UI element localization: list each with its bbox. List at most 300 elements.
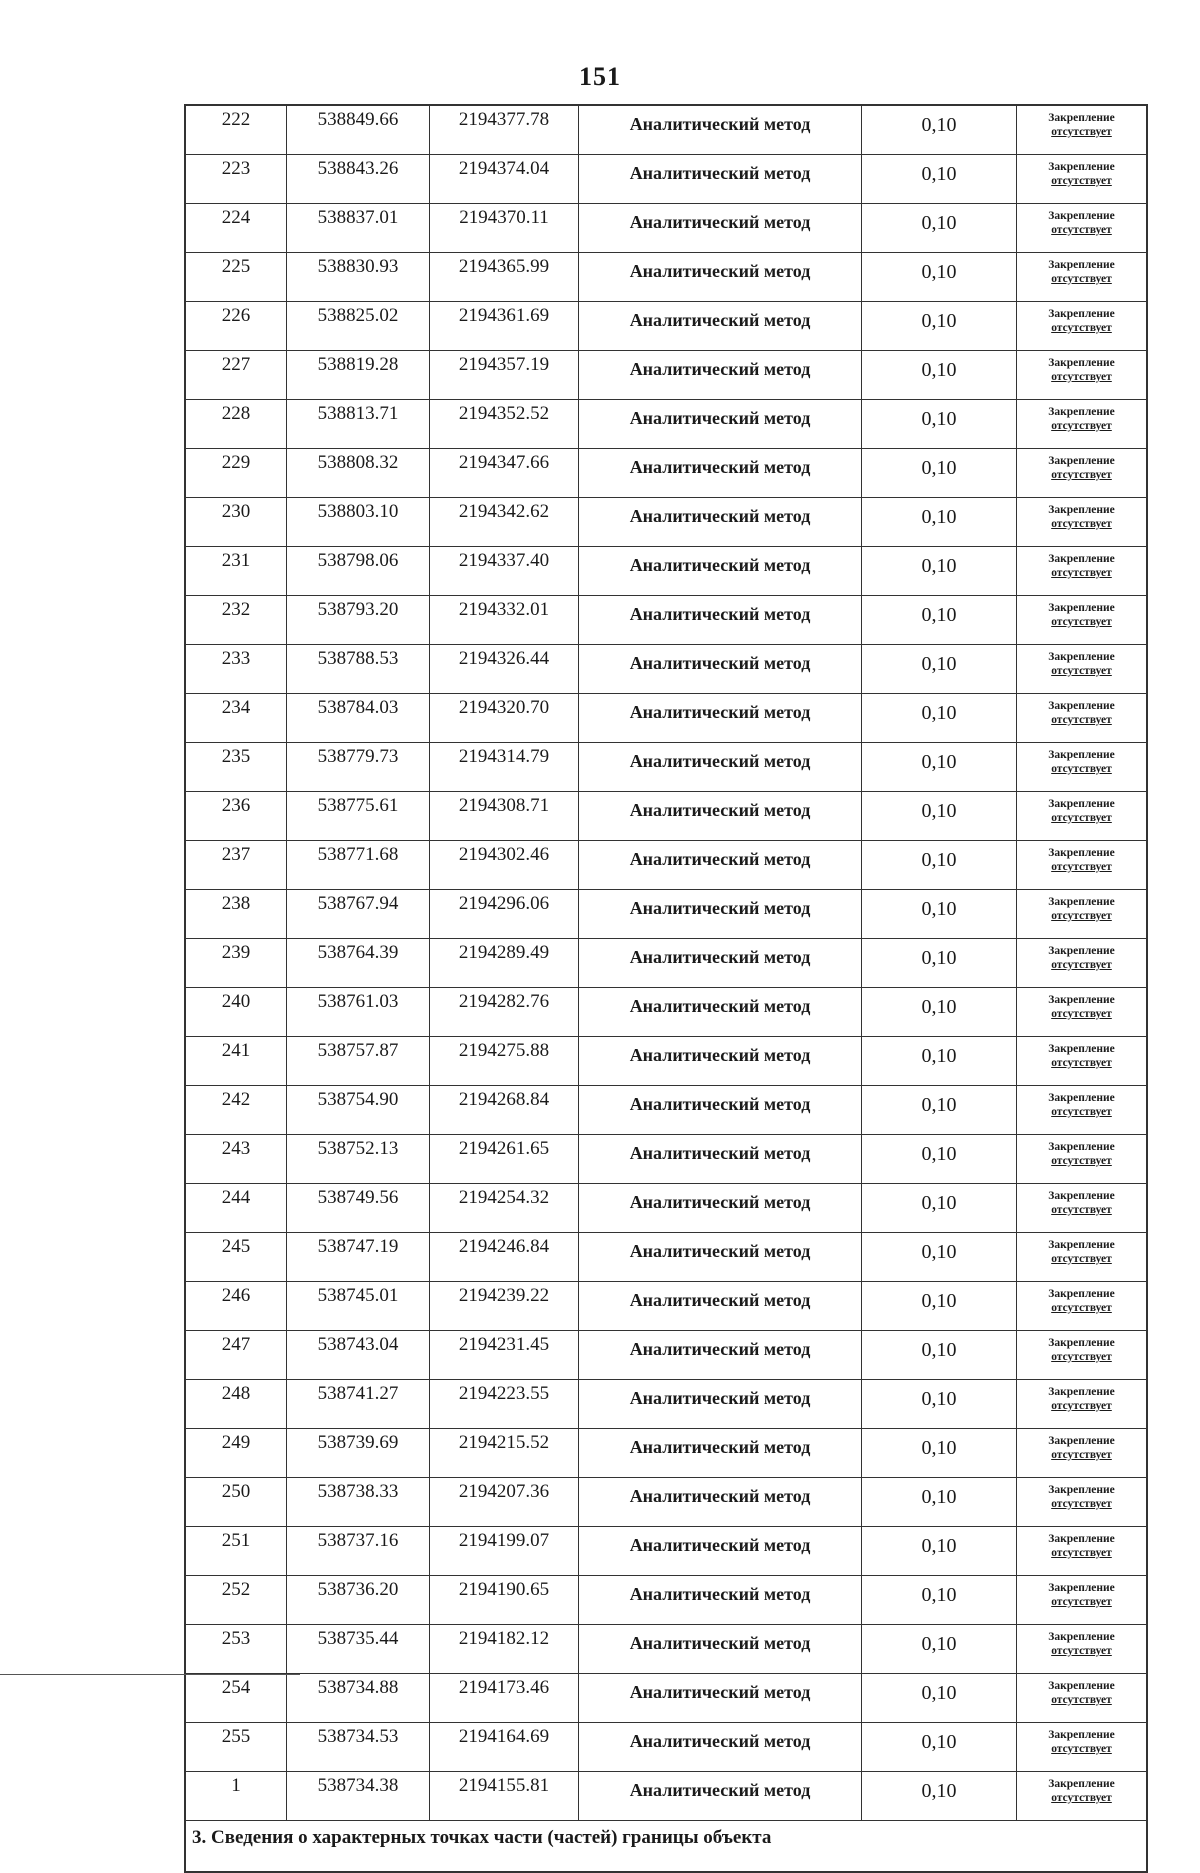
table-row bbox=[185, 939, 1147, 988]
table-row bbox=[185, 1086, 1147, 1135]
fixing-cell bbox=[1017, 204, 1148, 253]
fixing-line1: Закрепление bbox=[1048, 259, 1115, 271]
precision-cell: 0,10 bbox=[862, 645, 1017, 694]
method-cell: Аналитический метод bbox=[579, 547, 862, 596]
precision-cell: 0,10 bbox=[862, 498, 1017, 547]
fixing-line2: отсутствует bbox=[1051, 224, 1112, 236]
y-coordinate-cell: 2194370.11 bbox=[430, 204, 579, 253]
fixing-cell bbox=[1017, 694, 1148, 743]
fixing-line2: отсутствует bbox=[1051, 469, 1112, 481]
fixing-line1: Закрепление bbox=[1048, 161, 1115, 173]
x-coordinate-cell: 538788.53 bbox=[287, 645, 430, 694]
fixing-line1: Закрепление bbox=[1048, 1043, 1115, 1055]
point-number-cell: 236 bbox=[185, 792, 287, 841]
method-cell: Аналитический метод bbox=[579, 400, 862, 449]
fixing-cell bbox=[1017, 988, 1148, 1037]
fixing-line1: Закрепление bbox=[1048, 1680, 1115, 1692]
x-coordinate-cell: 538779.73 bbox=[287, 743, 430, 792]
precision-cell: 0,10 bbox=[862, 743, 1017, 792]
x-coordinate-cell: 538803.10 bbox=[287, 498, 430, 547]
y-coordinate-cell: 2194173.46 bbox=[430, 1674, 579, 1723]
fixing-line1: Закрепление bbox=[1048, 1386, 1115, 1398]
precision-cell: 0,10 bbox=[862, 1625, 1017, 1674]
point-number-cell: 244 bbox=[185, 1184, 287, 1233]
fixing-line2: отсутствует bbox=[1051, 518, 1112, 530]
y-coordinate-cell: 2194296.06 bbox=[430, 890, 579, 939]
fixing-line2: отсутствует bbox=[1051, 1400, 1112, 1412]
point-number-cell: 1 bbox=[185, 1772, 287, 1821]
fixing-line1: Закрепление bbox=[1048, 1582, 1115, 1594]
fixing-line2: отсутствует bbox=[1051, 1743, 1112, 1755]
table-row bbox=[185, 1478, 1147, 1527]
table-row bbox=[185, 1625, 1147, 1674]
x-coordinate-cell: 538813.71 bbox=[287, 400, 430, 449]
precision-cell: 0,10 bbox=[862, 155, 1017, 204]
table-row bbox=[185, 1184, 1147, 1233]
point-number-cell: 223 bbox=[185, 155, 287, 204]
precision-cell: 0,10 bbox=[862, 1576, 1017, 1625]
x-coordinate-cell: 538736.20 bbox=[287, 1576, 430, 1625]
x-coordinate-cell: 538819.28 bbox=[287, 351, 430, 400]
precision-cell: 0,10 bbox=[862, 400, 1017, 449]
fixing-cell bbox=[1017, 645, 1148, 694]
fixing-line1: Закрепление bbox=[1048, 1484, 1115, 1496]
precision-cell: 0,10 bbox=[862, 105, 1017, 155]
fixing-cell bbox=[1017, 596, 1148, 645]
point-number-cell: 226 bbox=[185, 302, 287, 351]
table-row bbox=[185, 1135, 1147, 1184]
y-coordinate-cell: 2194332.01 bbox=[430, 596, 579, 645]
precision-cell: 0,10 bbox=[862, 449, 1017, 498]
fixing-line2: отсутствует bbox=[1051, 1694, 1112, 1706]
x-coordinate-cell: 538734.88 bbox=[287, 1674, 430, 1723]
section-heading: 3. Сведения о характерных точках части (частей) границы объекта bbox=[185, 1821, 1147, 1873]
x-coordinate-cell: 538741.27 bbox=[287, 1380, 430, 1429]
coordinates-table bbox=[184, 104, 1148, 1873]
table-row bbox=[185, 743, 1147, 792]
fixing-line2: отсутствует bbox=[1051, 910, 1112, 922]
fixing-cell bbox=[1017, 1037, 1148, 1086]
point-number-cell: 234 bbox=[185, 694, 287, 743]
y-coordinate-cell: 2194347.66 bbox=[430, 449, 579, 498]
point-number-cell: 255 bbox=[185, 1723, 287, 1772]
fixing-line1: Закрепление bbox=[1048, 602, 1115, 614]
table-row bbox=[185, 1233, 1147, 1282]
fixing-line2: отсутствует bbox=[1051, 714, 1112, 726]
table-row bbox=[185, 302, 1147, 351]
fixing-cell bbox=[1017, 351, 1148, 400]
precision-cell: 0,10 bbox=[862, 1772, 1017, 1821]
x-coordinate-cell: 538739.69 bbox=[287, 1429, 430, 1478]
y-coordinate-cell: 2194342.62 bbox=[430, 498, 579, 547]
method-cell: Аналитический метод bbox=[579, 890, 862, 939]
table-row bbox=[185, 988, 1147, 1037]
fixing-line1: Закрепление bbox=[1048, 455, 1115, 467]
y-coordinate-cell: 2194223.55 bbox=[430, 1380, 579, 1429]
fixing-line2: отсутствует bbox=[1051, 1792, 1112, 1804]
precision-cell: 0,10 bbox=[862, 1527, 1017, 1576]
y-coordinate-cell: 2194254.32 bbox=[430, 1184, 579, 1233]
x-coordinate-cell: 538849.66 bbox=[287, 105, 430, 155]
precision-cell: 0,10 bbox=[862, 939, 1017, 988]
point-number-cell: 225 bbox=[185, 253, 287, 302]
fixing-cell bbox=[1017, 1527, 1148, 1576]
x-coordinate-cell: 538747.19 bbox=[287, 1233, 430, 1282]
method-cell: Аналитический метод bbox=[579, 1135, 862, 1184]
x-coordinate-cell: 538784.03 bbox=[287, 694, 430, 743]
table-row bbox=[185, 498, 1147, 547]
y-coordinate-cell: 2194326.44 bbox=[430, 645, 579, 694]
fixing-line2: отсутствует bbox=[1051, 1449, 1112, 1461]
fixing-line1: Закрепление bbox=[1048, 210, 1115, 222]
y-coordinate-cell: 2194215.52 bbox=[430, 1429, 579, 1478]
precision-cell: 0,10 bbox=[862, 253, 1017, 302]
y-coordinate-cell: 2194320.70 bbox=[430, 694, 579, 743]
fixing-line1: Закрепление bbox=[1048, 308, 1115, 320]
fixing-line1: Закрепление bbox=[1048, 553, 1115, 565]
method-cell: Аналитический метод bbox=[579, 596, 862, 645]
fixing-line1: Закрепление bbox=[1048, 504, 1115, 516]
point-number-cell: 253 bbox=[185, 1625, 287, 1674]
method-cell: Аналитический метод bbox=[579, 1331, 862, 1380]
fixing-line2: отсутствует bbox=[1051, 567, 1112, 579]
y-coordinate-cell: 2194302.46 bbox=[430, 841, 579, 890]
fixing-cell bbox=[1017, 939, 1148, 988]
footnote-separator bbox=[0, 1674, 300, 1675]
x-coordinate-cell: 538745.01 bbox=[287, 1282, 430, 1331]
y-coordinate-cell: 2194352.52 bbox=[430, 400, 579, 449]
method-cell: Аналитический метод bbox=[579, 988, 862, 1037]
fixing-line2: отсутствует bbox=[1051, 1155, 1112, 1167]
fixing-line1: Закрепление bbox=[1048, 112, 1115, 124]
table-row bbox=[185, 351, 1147, 400]
method-cell: Аналитический метод bbox=[579, 1576, 862, 1625]
point-number-cell: 241 bbox=[185, 1037, 287, 1086]
fixing-cell bbox=[1017, 498, 1148, 547]
fixing-cell bbox=[1017, 449, 1148, 498]
table-row bbox=[185, 1429, 1147, 1478]
precision-cell: 0,10 bbox=[862, 1429, 1017, 1478]
fixing-line2: отсутствует bbox=[1051, 1057, 1112, 1069]
precision-cell: 0,10 bbox=[862, 988, 1017, 1037]
fixing-line2: отсутствует bbox=[1051, 1204, 1112, 1216]
fixing-line2: отсутствует bbox=[1051, 1253, 1112, 1265]
method-cell: Аналитический метод bbox=[579, 694, 862, 743]
precision-cell: 0,10 bbox=[862, 1674, 1017, 1723]
fixing-line2: отсутствует bbox=[1051, 1645, 1112, 1657]
precision-cell: 0,10 bbox=[862, 596, 1017, 645]
section-heading-row bbox=[185, 1821, 1147, 1873]
method-cell: Аналитический метод bbox=[579, 1625, 862, 1674]
table-row bbox=[185, 1723, 1147, 1772]
fixing-cell bbox=[1017, 1625, 1148, 1674]
precision-cell: 0,10 bbox=[862, 841, 1017, 890]
method-cell: Аналитический метод bbox=[579, 1772, 862, 1821]
fixing-line2: отсутствует bbox=[1051, 763, 1112, 775]
method-cell: Аналитический метод bbox=[579, 1282, 862, 1331]
x-coordinate-cell: 538771.68 bbox=[287, 841, 430, 890]
fixing-cell bbox=[1017, 841, 1148, 890]
fixing-line2: отсутствует bbox=[1051, 616, 1112, 628]
precision-cell: 0,10 bbox=[862, 1723, 1017, 1772]
y-coordinate-cell: 2194190.65 bbox=[430, 1576, 579, 1625]
precision-cell: 0,10 bbox=[862, 302, 1017, 351]
fixing-cell bbox=[1017, 1723, 1148, 1772]
table-row bbox=[185, 1331, 1147, 1380]
fixing-cell bbox=[1017, 1282, 1148, 1331]
method-cell: Аналитический метод bbox=[579, 792, 862, 841]
method-cell: Аналитический метод bbox=[579, 1086, 862, 1135]
fixing-line1: Закрепление bbox=[1048, 1337, 1115, 1349]
precision-cell: 0,10 bbox=[862, 694, 1017, 743]
method-cell: Аналитический метод bbox=[579, 1674, 862, 1723]
method-cell: Аналитический метод bbox=[579, 155, 862, 204]
point-number-cell: 245 bbox=[185, 1233, 287, 1282]
x-coordinate-cell: 538749.56 bbox=[287, 1184, 430, 1233]
fixing-line1: Закрепление bbox=[1048, 1435, 1115, 1447]
fixing-line2: отсутствует bbox=[1051, 1351, 1112, 1363]
fixing-line2: отсутствует bbox=[1051, 371, 1112, 383]
table-row bbox=[185, 155, 1147, 204]
y-coordinate-cell: 2194246.84 bbox=[430, 1233, 579, 1282]
x-coordinate-cell: 538837.01 bbox=[287, 204, 430, 253]
y-coordinate-cell: 2194239.22 bbox=[430, 1282, 579, 1331]
fixing-line2: отсутствует bbox=[1051, 1498, 1112, 1510]
precision-cell: 0,10 bbox=[862, 1380, 1017, 1429]
point-number-cell: 230 bbox=[185, 498, 287, 547]
y-coordinate-cell: 2194337.40 bbox=[430, 547, 579, 596]
y-coordinate-cell: 2194199.07 bbox=[430, 1527, 579, 1576]
fixing-line1: Закрепление bbox=[1048, 1141, 1115, 1153]
x-coordinate-cell: 538764.39 bbox=[287, 939, 430, 988]
fixing-cell bbox=[1017, 253, 1148, 302]
y-coordinate-cell: 2194308.71 bbox=[430, 792, 579, 841]
point-number-cell: 251 bbox=[185, 1527, 287, 1576]
fixing-line2: отсутствует bbox=[1051, 420, 1112, 432]
point-number-cell: 248 bbox=[185, 1380, 287, 1429]
table-row bbox=[185, 204, 1147, 253]
table-row bbox=[185, 1576, 1147, 1625]
point-number-cell: 239 bbox=[185, 939, 287, 988]
fixing-cell bbox=[1017, 743, 1148, 792]
table-row bbox=[185, 400, 1147, 449]
x-coordinate-cell: 538735.44 bbox=[287, 1625, 430, 1674]
fixing-cell bbox=[1017, 1086, 1148, 1135]
method-cell: Аналитический метод bbox=[579, 1723, 862, 1772]
method-cell: Аналитический метод bbox=[579, 1380, 862, 1429]
x-coordinate-cell: 538843.26 bbox=[287, 155, 430, 204]
fixing-line2: отсутствует bbox=[1051, 861, 1112, 873]
point-number-cell: 235 bbox=[185, 743, 287, 792]
precision-cell: 0,10 bbox=[862, 1233, 1017, 1282]
table-row bbox=[185, 596, 1147, 645]
fixing-cell bbox=[1017, 1184, 1148, 1233]
table-row bbox=[185, 1380, 1147, 1429]
x-coordinate-cell: 538734.38 bbox=[287, 1772, 430, 1821]
point-number-cell: 252 bbox=[185, 1576, 287, 1625]
y-coordinate-cell: 2194377.78 bbox=[430, 105, 579, 155]
fixing-line1: Закрепление bbox=[1048, 1190, 1115, 1202]
method-cell: Аналитический метод bbox=[579, 1429, 862, 1478]
x-coordinate-cell: 538743.04 bbox=[287, 1331, 430, 1380]
fixing-cell bbox=[1017, 1576, 1148, 1625]
fixing-line2: отсутствует bbox=[1051, 322, 1112, 334]
y-coordinate-cell: 2194268.84 bbox=[430, 1086, 579, 1135]
fixing-line2: отсутствует bbox=[1051, 1547, 1112, 1559]
table-row bbox=[185, 1527, 1147, 1576]
precision-cell: 0,10 bbox=[862, 1086, 1017, 1135]
table-row bbox=[185, 841, 1147, 890]
fixing-cell bbox=[1017, 1429, 1148, 1478]
x-coordinate-cell: 538767.94 bbox=[287, 890, 430, 939]
point-number-cell: 227 bbox=[185, 351, 287, 400]
fixing-line1: Закрепление bbox=[1048, 1288, 1115, 1300]
x-coordinate-cell: 538734.53 bbox=[287, 1723, 430, 1772]
y-coordinate-cell: 2194289.49 bbox=[430, 939, 579, 988]
precision-cell: 0,10 bbox=[862, 351, 1017, 400]
method-cell: Аналитический метод bbox=[579, 1184, 862, 1233]
fixing-cell bbox=[1017, 105, 1148, 155]
precision-cell: 0,10 bbox=[862, 1037, 1017, 1086]
point-number-cell: 232 bbox=[185, 596, 287, 645]
precision-cell: 0,10 bbox=[862, 890, 1017, 939]
fixing-cell bbox=[1017, 1674, 1148, 1723]
precision-cell: 0,10 bbox=[862, 547, 1017, 596]
fixing-line2: отсутствует bbox=[1051, 1302, 1112, 1314]
point-number-cell: 238 bbox=[185, 890, 287, 939]
precision-cell: 0,10 bbox=[862, 1184, 1017, 1233]
point-number-cell: 243 bbox=[185, 1135, 287, 1184]
fixing-line1: Закрепление bbox=[1048, 749, 1115, 761]
x-coordinate-cell: 538825.02 bbox=[287, 302, 430, 351]
fixing-line2: отсутствует bbox=[1051, 126, 1112, 138]
x-coordinate-cell: 538793.20 bbox=[287, 596, 430, 645]
y-coordinate-cell: 2194164.69 bbox=[430, 1723, 579, 1772]
fixing-cell bbox=[1017, 890, 1148, 939]
table-row bbox=[185, 547, 1147, 596]
method-cell: Аналитический метод bbox=[579, 1233, 862, 1282]
x-coordinate-cell: 538738.33 bbox=[287, 1478, 430, 1527]
fixing-line1: Закрепление bbox=[1048, 700, 1115, 712]
table-row bbox=[185, 1037, 1147, 1086]
fixing-line1: Закрепление bbox=[1048, 994, 1115, 1006]
y-coordinate-cell: 2194207.36 bbox=[430, 1478, 579, 1527]
coordinates-table-container bbox=[184, 104, 1148, 1873]
table-row bbox=[185, 105, 1147, 155]
y-coordinate-cell: 2194182.12 bbox=[430, 1625, 579, 1674]
method-cell: Аналитический метод bbox=[579, 498, 862, 547]
point-number-cell: 246 bbox=[185, 1282, 287, 1331]
fixing-line1: Закрепление bbox=[1048, 1729, 1115, 1741]
precision-cell: 0,10 bbox=[862, 204, 1017, 253]
fixing-line1: Закрепление bbox=[1048, 798, 1115, 810]
table-row bbox=[185, 792, 1147, 841]
point-number-cell: 247 bbox=[185, 1331, 287, 1380]
fixing-cell bbox=[1017, 1233, 1148, 1282]
precision-cell: 0,10 bbox=[862, 1135, 1017, 1184]
y-coordinate-cell: 2194374.04 bbox=[430, 155, 579, 204]
point-number-cell: 228 bbox=[185, 400, 287, 449]
fixing-cell bbox=[1017, 792, 1148, 841]
fixing-line2: отсутствует bbox=[1051, 1008, 1112, 1020]
page-number: 151 bbox=[579, 62, 621, 91]
fixing-cell bbox=[1017, 1478, 1148, 1527]
method-cell: Аналитический метод bbox=[579, 253, 862, 302]
fixing-line1: Закрепление bbox=[1048, 1092, 1115, 1104]
x-coordinate-cell: 538761.03 bbox=[287, 988, 430, 1037]
fixing-line1: Закрепление bbox=[1048, 896, 1115, 908]
table-row bbox=[185, 1282, 1147, 1331]
x-coordinate-cell: 538798.06 bbox=[287, 547, 430, 596]
table-row bbox=[185, 253, 1147, 302]
method-cell: Аналитический метод bbox=[579, 1527, 862, 1576]
fixing-line2: отсутствует bbox=[1051, 1106, 1112, 1118]
x-coordinate-cell: 538775.61 bbox=[287, 792, 430, 841]
fixing-cell bbox=[1017, 400, 1148, 449]
point-number-cell: 224 bbox=[185, 204, 287, 253]
method-cell: Аналитический метод bbox=[579, 302, 862, 351]
point-number-cell: 242 bbox=[185, 1086, 287, 1135]
precision-cell: 0,10 bbox=[862, 1478, 1017, 1527]
fixing-line2: отсутствует bbox=[1051, 665, 1112, 677]
table-row bbox=[185, 1674, 1147, 1723]
fixing-cell bbox=[1017, 1135, 1148, 1184]
fixing-line1: Закрепление bbox=[1048, 1631, 1115, 1643]
x-coordinate-cell: 538754.90 bbox=[287, 1086, 430, 1135]
y-coordinate-cell: 2194357.19 bbox=[430, 351, 579, 400]
method-cell: Аналитический метод bbox=[579, 204, 862, 253]
fixing-cell bbox=[1017, 1380, 1148, 1429]
point-number-cell: 231 bbox=[185, 547, 287, 596]
fixing-line1: Закрепление bbox=[1048, 651, 1115, 663]
fixing-line2: отсутствует bbox=[1051, 175, 1112, 187]
table-row bbox=[185, 449, 1147, 498]
x-coordinate-cell: 538737.16 bbox=[287, 1527, 430, 1576]
fixing-cell bbox=[1017, 1331, 1148, 1380]
fixing-line1: Закрепление bbox=[1048, 406, 1115, 418]
x-coordinate-cell: 538757.87 bbox=[287, 1037, 430, 1086]
method-cell: Аналитический метод bbox=[579, 1478, 862, 1527]
fixing-line1: Закрепление bbox=[1048, 945, 1115, 957]
method-cell: Аналитический метод bbox=[579, 645, 862, 694]
method-cell: Аналитический метод bbox=[579, 939, 862, 988]
fixing-line2: отсутствует bbox=[1051, 273, 1112, 285]
point-number-cell: 222 bbox=[185, 105, 287, 155]
y-coordinate-cell: 2194282.76 bbox=[430, 988, 579, 1037]
x-coordinate-cell: 538830.93 bbox=[287, 253, 430, 302]
point-number-cell: 254 bbox=[185, 1674, 287, 1723]
table-row bbox=[185, 645, 1147, 694]
fixing-line1: Закрепление bbox=[1048, 1778, 1115, 1790]
table-row bbox=[185, 890, 1147, 939]
y-coordinate-cell: 2194361.69 bbox=[430, 302, 579, 351]
point-number-cell: 237 bbox=[185, 841, 287, 890]
fixing-cell bbox=[1017, 1772, 1148, 1821]
fixing-cell bbox=[1017, 547, 1148, 596]
y-coordinate-cell: 2194261.65 bbox=[430, 1135, 579, 1184]
table-row bbox=[185, 1772, 1147, 1821]
point-number-cell: 250 bbox=[185, 1478, 287, 1527]
precision-cell: 0,10 bbox=[862, 1282, 1017, 1331]
fixing-cell bbox=[1017, 302, 1148, 351]
method-cell: Аналитический метод bbox=[579, 105, 862, 155]
method-cell: Аналитический метод bbox=[579, 743, 862, 792]
y-coordinate-cell: 2194314.79 bbox=[430, 743, 579, 792]
method-cell: Аналитический метод bbox=[579, 351, 862, 400]
fixing-line1: Закрепление bbox=[1048, 1533, 1115, 1545]
table-row bbox=[185, 694, 1147, 743]
fixing-line1: Закрепление bbox=[1048, 357, 1115, 369]
